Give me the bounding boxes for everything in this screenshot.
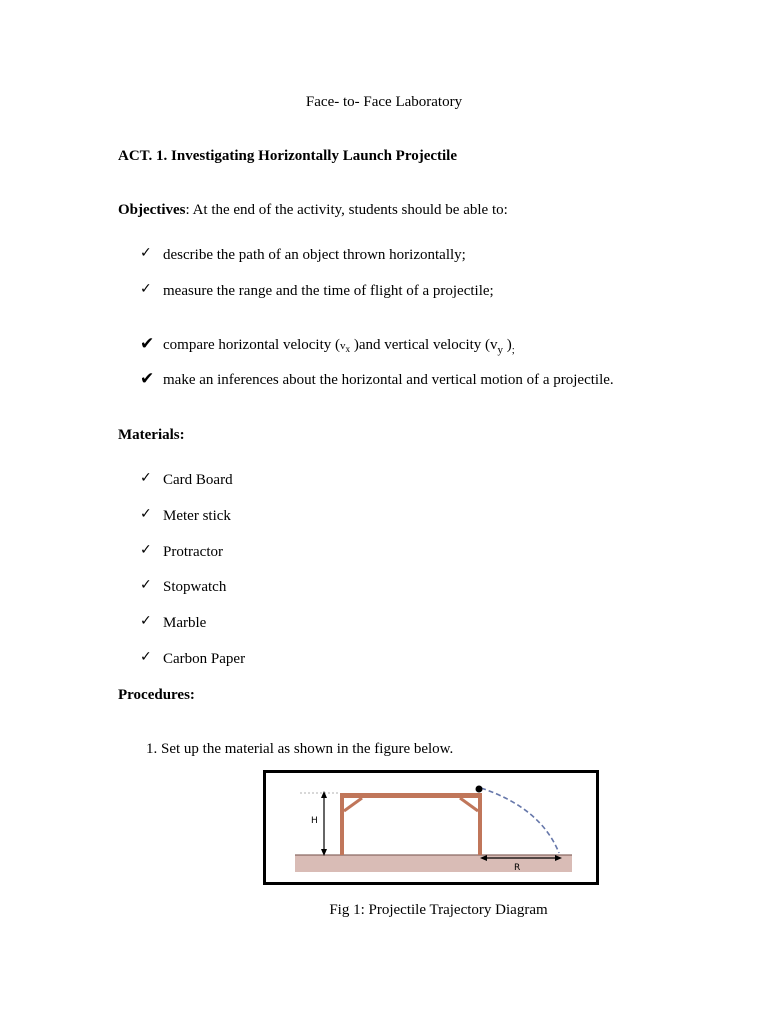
table-leg-left xyxy=(340,793,344,855)
height-label: H xyxy=(311,816,318,826)
trajectory-path xyxy=(481,788,559,853)
check-icon: ✓ xyxy=(140,281,152,297)
material-item: Card Board xyxy=(163,472,233,488)
document-title: Face- to- Face Laboratory xyxy=(305,94,463,110)
check-icon: ✓ xyxy=(140,542,152,558)
objectives-intro: : At the end of the activity, students should be able to: xyxy=(185,202,508,218)
check-icon: ✔ xyxy=(140,334,155,354)
check-icon: ✓ xyxy=(140,649,152,665)
check-icon: ✔ xyxy=(140,369,155,389)
range-label: R xyxy=(514,863,521,873)
material-item: Marble xyxy=(163,615,207,631)
material-item: Protractor xyxy=(163,544,223,560)
materials-heading: Materials: xyxy=(118,427,185,443)
compare-text-2: )and vertical velocity (v xyxy=(350,337,498,353)
check-icon: ✓ xyxy=(140,470,152,486)
material-item: Carbon Paper xyxy=(163,651,246,667)
check-icon: ✓ xyxy=(140,613,152,629)
vy-subscript: y xyxy=(497,344,504,356)
material-item: Meter stick xyxy=(163,508,231,524)
procedure-step: 1. Set up the material as shown in the figure below. xyxy=(146,741,454,757)
check-icon: ✓ xyxy=(140,506,152,522)
compare-semicolon: ; xyxy=(511,344,515,356)
height-arrow-head-top xyxy=(321,791,327,798)
material-item: Stopwatch xyxy=(163,579,227,595)
compare-text-3: ) xyxy=(503,337,512,353)
activity-heading: ACT. 1. Investigating Horizontally Launch Projectile xyxy=(118,148,458,164)
table-brace-left xyxy=(344,798,362,811)
objective-item: measure the range and the time of flight of a projectile; xyxy=(163,283,494,299)
objectives-label: Objectives xyxy=(118,202,186,218)
vx-symbol xyxy=(340,340,351,355)
figure-frame xyxy=(263,770,599,885)
procedures-heading: Procedures: xyxy=(118,687,195,703)
objective-item: make an inferences about the horizontal and vertical motion of a projectile. xyxy=(163,372,614,388)
marble xyxy=(476,786,483,793)
table-brace-right xyxy=(460,798,478,811)
check-icon: ✓ xyxy=(140,577,152,593)
objective-item-compare xyxy=(163,336,515,359)
figure-caption: Fig 1: Projectile Trajectory Diagram xyxy=(329,902,548,918)
vx-subscript: x xyxy=(345,344,351,355)
objectives-line xyxy=(118,201,508,219)
objective-item: describe the path of an object thrown horizontally; xyxy=(163,247,466,263)
compare-text-1: compare horizontal velocity ( xyxy=(163,337,341,353)
projectile-diagram xyxy=(266,773,596,882)
check-icon: ✓ xyxy=(140,245,152,261)
vx-letter: v xyxy=(340,340,346,352)
table-leg-right xyxy=(478,793,482,855)
